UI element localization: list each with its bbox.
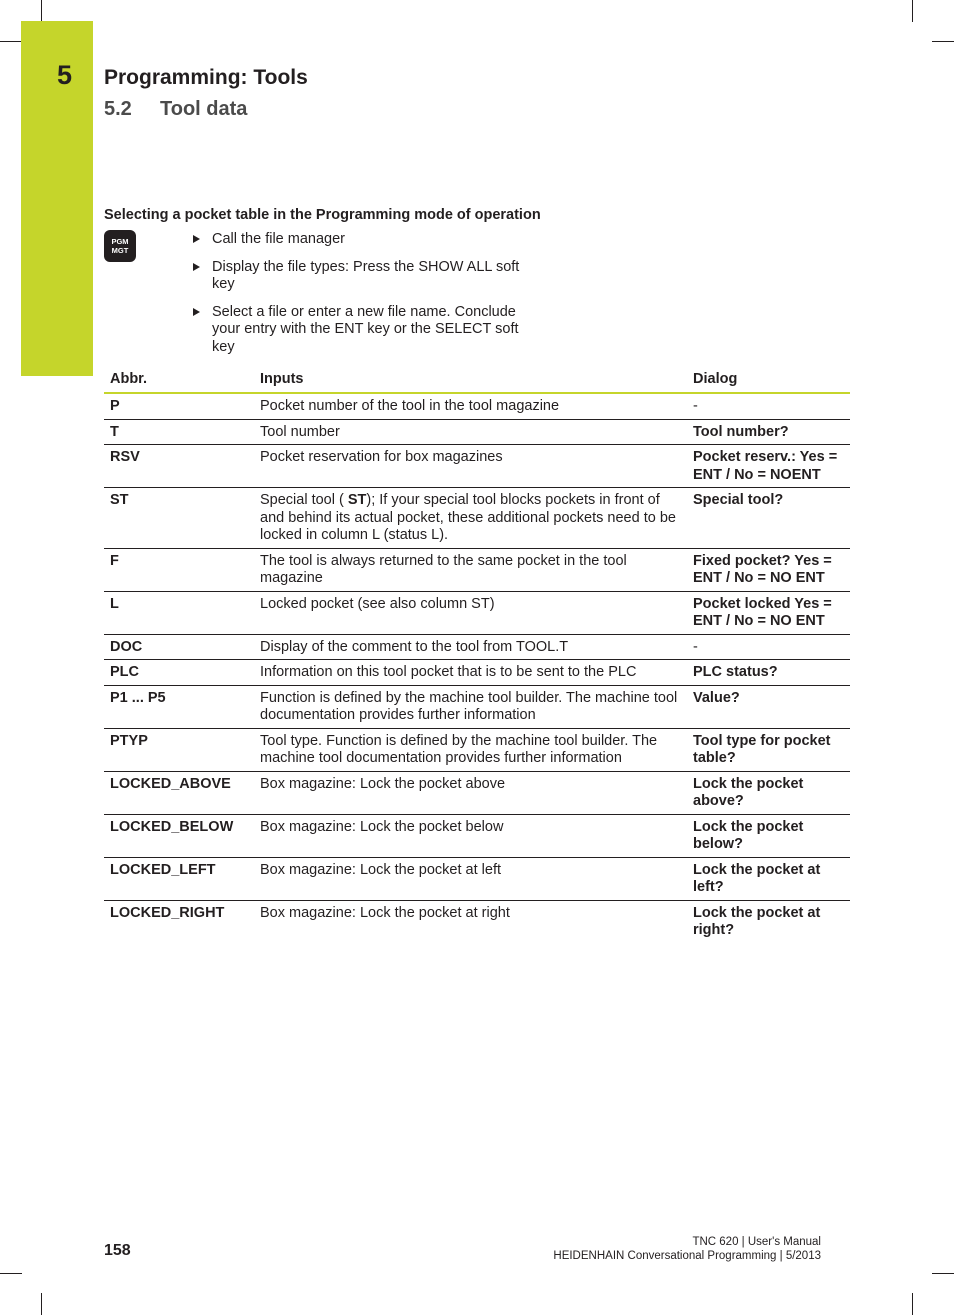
cell-inputs: The tool is always returned to the same pocket in the tool magazine [254, 548, 687, 591]
cell-dialog: Pocket reserv.: Yes = ENT / No = NOENT [687, 445, 850, 488]
procedure-heading: Selecting a pocket table in the Programming mode of operation [104, 207, 541, 223]
cell-dialog: Lock the pocket above? [687, 771, 850, 814]
step-text: Call the file manager [212, 231, 345, 247]
crop-mark [912, 0, 913, 22]
procedure-step [193, 231, 533, 249]
cell-inputs: Pocket number of the tool in the tool magazine [254, 393, 687, 419]
crop-mark [932, 1273, 954, 1274]
cell-abbr: PTYP [104, 728, 254, 771]
cell-dialog: Fixed pocket? Yes = ENT / No = NO ENT [687, 548, 850, 591]
table-header-row [104, 368, 850, 393]
cell-abbr: L [104, 591, 254, 634]
arrow-right-icon [193, 308, 200, 316]
cell-inputs [254, 488, 687, 549]
section-heading [104, 98, 247, 121]
footer-line1: TNC 620 | User's Manual [692, 1236, 821, 1248]
inputs-text: ); If your special tool blocks pockets in front of and behind its actual pocket, these additional pockets need to be locked in column L (status L). [260, 492, 676, 543]
step-text: Select a file or enter a new file name. Conclude your entry with the ENT key or the SELECT soft key [212, 303, 519, 355]
cell-dialog: - [687, 634, 850, 660]
table-row [104, 591, 850, 634]
crop-mark [41, 1293, 42, 1315]
cell-inputs: Pocket reservation for box magazines [254, 445, 687, 488]
cell-inputs: Tool number [254, 419, 687, 445]
pocket-table-columns [104, 368, 850, 943]
arrow-right-icon [193, 263, 200, 271]
cell-dialog: Lock the pocket at right? [693, 904, 821, 938]
cell-dialog: - [687, 393, 850, 419]
header-dialog: Dialog [687, 368, 850, 393]
cell-abbr: P1 ... P5 [104, 685, 254, 728]
table-row [104, 814, 850, 857]
header-inputs: Inputs [254, 368, 687, 393]
cell-abbr: DOC [104, 634, 254, 660]
table-row [104, 857, 850, 900]
cell-abbr: T [104, 419, 254, 445]
crop-mark [932, 41, 954, 42]
table-row [104, 685, 850, 728]
cell-abbr: LOCKED_RIGHT [110, 904, 225, 921]
cell-inputs: Information on this tool pocket that is to be sent to the PLC [254, 660, 687, 686]
step-text: Display the file types: Press the SHOW ALL soft key [212, 258, 520, 292]
cell-inputs: Box magazine: Lock the pocket above [254, 771, 687, 814]
footer [553, 1235, 821, 1263]
cell-abbr: F [104, 548, 254, 591]
arrow-right-icon [193, 235, 200, 243]
table-row [104, 445, 850, 488]
table-row [104, 728, 850, 771]
cell-abbr: ST [104, 488, 254, 549]
page-number: 158 [104, 1242, 131, 1259]
crop-mark [0, 41, 22, 42]
table-row [104, 488, 850, 549]
cell-dialog: Special tool? [687, 488, 850, 549]
procedure-step [193, 259, 533, 294]
chapter-title: Programming: Tools [104, 66, 308, 89]
cell-inputs: Box magazine: Lock the pocket at right [260, 904, 510, 921]
cell-abbr: RSV [104, 445, 254, 488]
table-row [104, 548, 850, 591]
cell-dialog: Tool type for pocket table? [687, 728, 850, 771]
cell-dialog: Value? [687, 685, 850, 728]
cell-inputs: Function is defined by the machine tool builder. The machine tool documentation provides further information [254, 685, 687, 728]
cell-dialog: PLC status? [687, 660, 850, 686]
crop-mark [912, 1293, 913, 1315]
cell-abbr: LOCKED_LEFT [104, 857, 254, 900]
crop-mark [41, 0, 42, 22]
cell-dialog: Lock the pocket at left? [687, 857, 850, 900]
cell-dialog: Pocket locked Yes = ENT / No = NO ENT [687, 591, 850, 634]
pgm-mgt-key-icon [104, 230, 136, 262]
cell-abbr: LOCKED_BELOW [104, 814, 254, 857]
crop-mark [0, 1273, 22, 1274]
chapter-number: 5 [57, 60, 73, 90]
cell-dialog: Tool number? [687, 419, 850, 445]
cell-inputs: Locked pocket (see also column ST) [254, 591, 687, 634]
cell-inputs: Display of the comment to the tool from TOOL.T [254, 634, 687, 660]
section-number: 5.2 [104, 98, 132, 120]
table-row [104, 660, 850, 686]
header-abbr: Abbr. [104, 368, 254, 393]
footer-line2: HEIDENHAIN Conversational Programming | 5/2013 [553, 1250, 821, 1262]
key-label-line1: PGM [111, 237, 129, 246]
procedure-step [193, 304, 533, 357]
cell-inputs: Box magazine: Lock the pocket at left [254, 857, 687, 900]
cell-inputs: Tool type. Function is defined by the machine tool builder. The machine tool documentation provides further information [254, 728, 687, 771]
table-row [104, 900, 850, 943]
cell-abbr: PLC [104, 660, 254, 686]
table-row [104, 419, 850, 445]
cell-abbr: P [104, 393, 254, 419]
cell-inputs: Box magazine: Lock the pocket below [254, 814, 687, 857]
inputs-text: Special tool ( [260, 492, 348, 508]
cell-dialog: Lock the pocket below? [687, 814, 850, 857]
table-row [104, 634, 850, 660]
table-row [104, 393, 850, 419]
cell-abbr: LOCKED_ABOVE [104, 771, 254, 814]
procedure-steps [193, 231, 533, 366]
key-label-line2: MGT [111, 246, 129, 255]
table-row [104, 771, 850, 814]
section-title: Tool data [160, 98, 248, 120]
inputs-bold-text: ST [347, 492, 367, 508]
